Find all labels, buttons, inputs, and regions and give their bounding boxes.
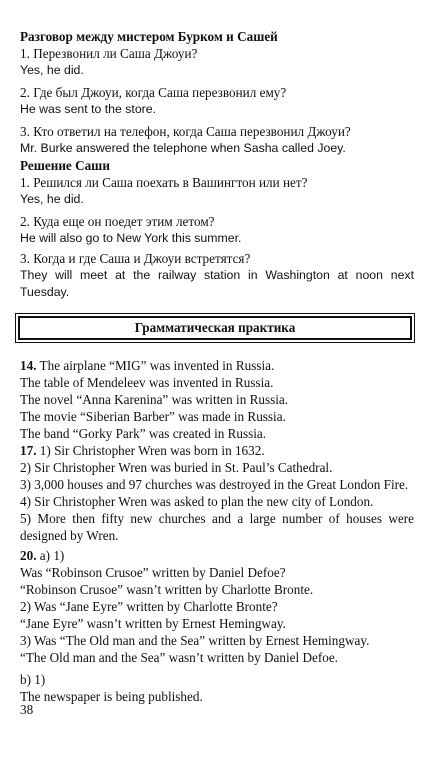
s1-a1: Yes, he did. xyxy=(20,63,84,77)
section1-heading: Разговор между мистером Бурком и Сашей xyxy=(20,29,278,44)
ex20-number: 20. xyxy=(20,548,37,563)
ex14-line-3: The novel “Anna Karenina” was written in Russia. xyxy=(20,392,289,407)
s1-q1: 1. Перезвонил ли Саша Джоуи? xyxy=(20,46,198,61)
ex17-line-5: 5) More then fifty new churches and a large number of houses were designed by Wren. xyxy=(20,511,414,543)
exercise-17 xyxy=(20,442,414,544)
ex20-line-4: “Jane Eyre” wasn’t written by Ernest Hemingway. xyxy=(20,616,286,631)
ex14-line-1: The airplane “MIG” was invented in Russia. xyxy=(39,358,275,373)
ex14-line-4: The movie “Siberian Barber” was made in Russia. xyxy=(20,409,286,424)
ex17-number: 17. xyxy=(20,443,37,458)
s2-a2: He will also go to New York this summer. xyxy=(20,231,242,245)
ex20-part-b: b) 1) xyxy=(20,672,46,687)
s2-q1: 1. Решился ли Саша поехать в Вашингтон или нет? xyxy=(20,175,308,190)
s2-a3: They will meet at the railway station in Washington at noon next Tuesday. xyxy=(20,268,414,299)
ex17-line-3: 3) 3,000 houses and 97 churches was destroyed in the Great London Fire. xyxy=(20,477,409,492)
ex20-b-line: The newspaper is being published. xyxy=(20,689,203,704)
ex20-line-1: Was “Robinson Crusoe” written by Daniel Defoe? xyxy=(20,565,286,580)
ex20-line-5: 3) Was “The Old man and the Sea” written by Ernest Hemingway. xyxy=(20,633,370,648)
exercise-14 xyxy=(20,357,414,442)
ex20-line-2: “Robinson Crusoe” wasn’t written by Charlotte Bronte. xyxy=(20,582,314,597)
s2-q2: 2. Куда еще он поедет этим летом? xyxy=(20,214,215,229)
ex17-line-1: 1) Sir Christopher Wren was born in 1632. xyxy=(39,443,265,458)
s1-q2: 2. Где был Джоуи, когда Саша перезвонил ему? xyxy=(20,85,287,100)
ex17-line-4: 4) Sir Christopher Wren was asked to plan the new city of London. xyxy=(20,494,374,509)
s2-q3: 3. Когда и где Саша и Джоуи встретятся? xyxy=(20,251,251,266)
ex14-line-2: The table of Mendeleev was invented in Russia. xyxy=(20,375,274,390)
exercise-20 xyxy=(20,547,414,705)
s1-q3: 3. Кто ответил на телефон, когда Саша перезвонил Джоуи? xyxy=(20,124,351,139)
ex20-line-6: “The Old man and the Sea” wasn’t written by Daniel Defoe. xyxy=(20,650,338,665)
s1-a2: He was sent to the store. xyxy=(20,102,157,116)
ex20-line-3: 2) Was “Jane Eyre” written by Charlotte Bronte? xyxy=(20,599,278,614)
s1-a3: Mr. Burke answered the telephone when Sasha called Joey. xyxy=(20,141,346,155)
banner-title: Грамматическая практика xyxy=(18,316,412,340)
section2-heading: Решение Саши xyxy=(20,158,110,173)
page-content xyxy=(20,28,414,705)
section-banner xyxy=(15,313,415,343)
ex14-number: 14. xyxy=(20,358,37,373)
page-number: 38 xyxy=(20,702,34,717)
s2-a1: Yes, he did. xyxy=(20,192,84,206)
ex17-line-2: 2) Sir Christopher Wren was buried in St. Paul’s Cathedral. xyxy=(20,460,333,475)
ex14-line-5: The band “Gorky Park” was created in Russia. xyxy=(20,426,267,441)
ex20-part-a: а) 1) xyxy=(39,548,65,563)
